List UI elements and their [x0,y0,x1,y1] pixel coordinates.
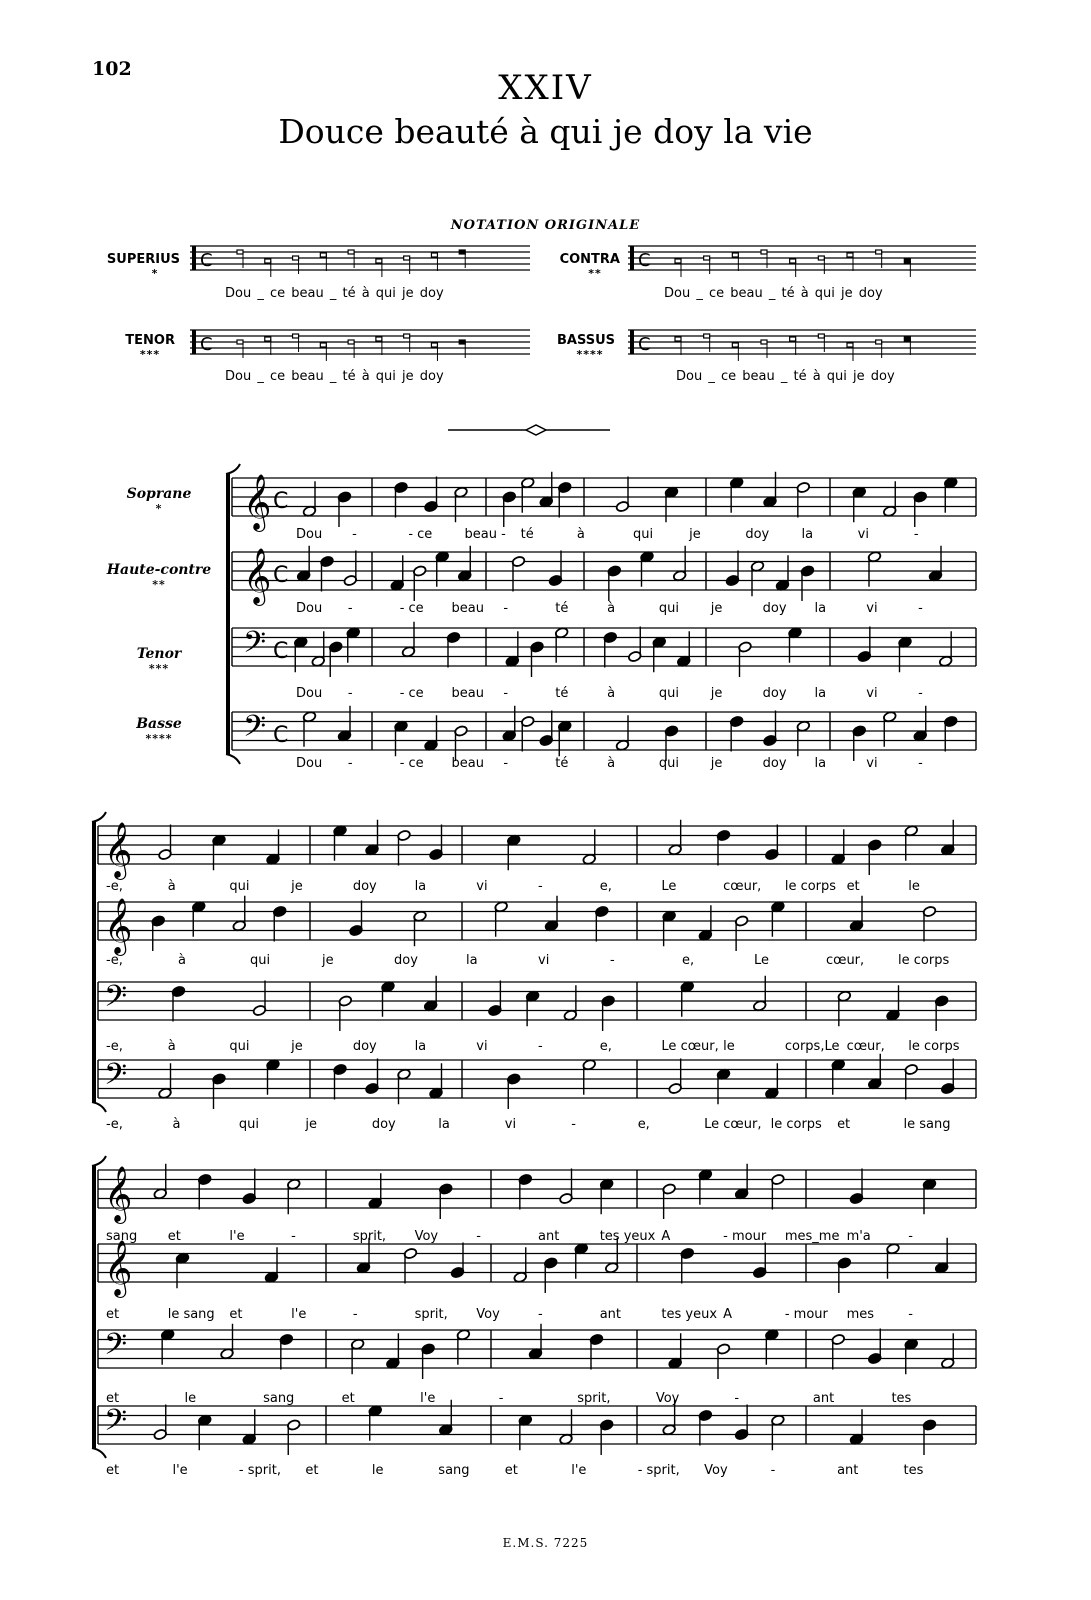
system-3-lyrics-1: Voy [414,1229,439,1244]
original-note [237,340,243,344]
original-note [431,343,437,347]
original-clef-icon [192,246,196,270]
system-2-lyrics-3: doy [352,1039,377,1054]
original-note [704,334,710,338]
system-1-lyrics-4: - [503,756,509,771]
system-2-lyrics-1: le [908,879,920,894]
treble-clef-icon: 𝄞 [104,1166,133,1222]
system-3-lyrics-4: - [770,1463,776,1478]
system-1-lyrics-1: té [520,527,534,542]
system-1-lyrics-4: - [918,756,923,771]
system-1-lyrics-2: à [607,601,616,616]
system-2-lyrics-3: -e, [106,1039,123,1054]
system-2-lyrics-1: qui [229,879,250,894]
system-2-lyrics-4: la [438,1117,450,1132]
modern-voice-label-tenor: Tenor *** [136,646,182,675]
system-2-lyrics-1: à [167,879,176,894]
system-1-lyrics-4: beau [451,756,485,771]
mensuration-sign-icon: C [638,334,651,355]
system-3-lyrics-3: ant [812,1391,835,1406]
system-2-lyrics-2: qui [250,953,271,968]
system-1-lyrics-4: - ce [399,756,424,771]
system-2-lyrics-3: la [414,1039,427,1054]
system-1-lyrics-4: - [347,756,353,771]
system-3-lyrics-2: - [908,1307,913,1322]
modern-voice-label-soprane: Soprane * [126,486,192,515]
original-note [790,259,796,263]
treble-clef-icon: 𝄞 [104,822,133,878]
original-lyrics-superius: Dou _ ce beau _ té à qui je doy [225,286,444,301]
system-bracket [226,754,240,764]
system-2-lyrics-1: cœur, [723,879,762,894]
system-1-lyrics-4: la [814,756,827,771]
system-1-lyrics-2: té [555,601,569,616]
original-note [761,250,767,254]
original-note [320,343,326,347]
original-note [459,340,465,344]
original-note [732,343,738,347]
system-3-lyrics-1: - mour [723,1229,767,1244]
system-3-lyrics-2: sprit, [414,1307,448,1322]
system-2-lyrics-1: vi [476,879,488,894]
system-3-lyrics-2: - mour [784,1307,828,1322]
original-note [675,259,681,263]
system-3-lyrics-2: l'e [291,1307,307,1322]
system-1-lyrics-3: doy [762,686,787,701]
system-1-lyrics-3: qui [658,686,680,701]
system-1-lyrics-1: vi [857,527,869,542]
system-bracket [92,1448,106,1458]
system-3-lyrics-2: - [352,1307,358,1322]
bass-clef-icon: 𝄢 [104,980,128,1021]
system-1-lyrics-4: doy [762,756,787,771]
original-note [320,253,326,257]
system-3-lyrics-1: tes yeux [599,1229,656,1244]
system-3-lyrics-1: mes_me [784,1229,840,1244]
system-1-lyrics-1: la [801,527,814,542]
original-note [293,256,299,260]
mensuration-sign-icon: C [200,334,213,355]
system-2-lyrics-4: le sang [903,1117,951,1132]
system-2-lyrics-4: je [305,1117,318,1132]
original-note [847,343,853,347]
system-3-lyrics-1: et [167,1229,181,1244]
system-3-lyrics-2: ant [599,1307,622,1322]
system-2-lyrics-3: cœur, [846,1039,885,1054]
original-lyrics-contra: Dou _ ce beau _ té à qui je doy [664,286,883,301]
bass-clef-icon: 𝄢 [104,1058,128,1099]
system-1-lyrics-3: la [814,686,827,701]
original-note [790,337,796,341]
system-2-lyrics-2: à [178,953,186,968]
system-3-lyrics-1: A [661,1229,671,1244]
system-2-lyrics-4: qui [238,1117,260,1132]
system-3-lyrics-4: l'e [571,1463,587,1478]
original-note [431,253,437,257]
system-1-lyrics-2: - [918,601,923,616]
system-3-lyrics-1: - [908,1229,913,1244]
system-1-lyrics-3: - ce [399,686,424,701]
system-2-lyrics-3: - [538,1039,543,1054]
system-bracket [92,812,106,822]
system-2-lyrics-4: -e, [106,1117,123,1132]
system-2-lyrics-1: la [414,879,427,894]
system-2-lyrics-3: e, [599,1039,612,1054]
system-2-lyrics-3: le corps [908,1039,960,1054]
system-3-lyrics-3: et [341,1391,355,1406]
system-2-lyrics-4: et [837,1117,851,1132]
system-2-lyrics-2: je [322,953,334,968]
system-1-lyrics-1: à [576,527,585,542]
system-2-lyrics-4: e, [637,1117,650,1132]
original-voice-label-tenor: TENOR *** [125,333,175,361]
system-1-lyrics-1: - [352,527,357,542]
common-time-icon: C [273,489,289,514]
system-2-lyrics-3: je [291,1039,303,1054]
system-1-lyrics-2: - [503,601,509,616]
system-1-lyrics-1: - [913,527,919,542]
modern-voice-label-haute-contre: Haute-contre ** [106,562,212,591]
system-3-lyrics-1: sang [106,1229,138,1244]
bass-clef-icon: 𝄢 [243,626,267,667]
system-2-lyrics-4: - [571,1117,576,1132]
system-3-lyrics-2: et [229,1307,243,1322]
system-2-lyrics-2: le corps [898,953,950,968]
original-note [404,256,410,260]
original-note [459,250,465,254]
treble-clef-icon: 𝄞 [104,898,133,954]
system-2-lyrics-1: je [291,879,303,894]
system-1-lyrics-4: je [710,756,723,771]
system-1-lyrics-3: vi [866,686,878,701]
system-3-lyrics-2: tes yeux [661,1307,718,1322]
system-3-lyrics-3: - [498,1391,504,1406]
system-3-lyrics-4: le [371,1463,384,1478]
system-1-lyrics-4: vi [866,756,878,771]
system-2-lyrics-2: cœur, [826,953,865,968]
piece-number: XXIV [498,68,593,108]
original-note [348,250,354,254]
common-time-icon: C [273,723,289,748]
system-3-lyrics-1: sprit, [352,1229,387,1244]
system-2-lyrics-2: e, [682,953,695,968]
system-3-lyrics-1: m'a [846,1229,871,1244]
system-3-lyrics-1: - [291,1229,296,1244]
system-1-lyrics-2: - [347,601,353,616]
system-2-lyrics-3: à [167,1039,176,1054]
system-1-lyrics-1: qui [633,527,654,542]
system-2-lyrics-1: Le [661,879,677,894]
system-3-lyrics-3: tes [891,1391,912,1406]
system-2-lyrics-3: vi [476,1039,488,1054]
original-note [761,340,767,344]
bass-clef-icon: 𝄢 [104,1404,128,1445]
system-1-lyrics-4: à [607,756,616,771]
original-note [675,337,681,341]
piece-title: Douce beauté à qui je doy la vie [278,112,813,151]
system-3-lyrics-1: l'e [229,1229,245,1244]
page-number: 102 [92,58,132,80]
original-clef-icon [630,330,634,354]
system-1-lyrics-2: doy [762,601,787,616]
system-3-lyrics-3: l'e [420,1391,436,1406]
original-note [265,337,271,341]
original-note [818,256,824,260]
system-1-lyrics-3: - [347,686,353,701]
system-3-lyrics-4: et [305,1463,319,1478]
system-3-lyrics-4: - sprit, [637,1463,680,1478]
system-1-lyrics-2: beau [451,601,485,616]
system-1-lyrics-4: qui [658,756,680,771]
original-note [348,340,354,344]
system-2-lyrics-3: Le cœur, [661,1039,719,1054]
system-1-lyrics-1: doy [745,527,770,542]
system-1-lyrics-2: qui [658,601,680,616]
bass-clef-icon: 𝄢 [243,710,267,751]
system-1-lyrics-4: té [555,756,569,771]
original-note [904,259,910,263]
treble-clef-icon: 𝄞 [243,548,272,604]
system-1-lyrics-3: Dou [296,686,323,701]
system-3-lyrics-1: - [476,1229,481,1244]
system-2-lyrics-1: -e, [106,879,123,894]
system-1-lyrics-2: je [710,601,723,616]
original-note [904,337,910,341]
common-time-icon: C [273,639,289,664]
system-3-lyrics-2: et [106,1307,120,1322]
system-3-lyrics-3: sprit, [577,1391,611,1406]
system-3-lyrics-2: A [723,1307,733,1322]
system-1-lyrics-3: à [607,686,616,701]
system-3-lyrics-2: - [538,1307,543,1322]
system-3-lyrics-4: ant [837,1463,859,1478]
original-lyrics-tenor: Dou _ ce beau _ té à qui je doy [225,369,444,384]
system-3-lyrics-4: l'e [172,1463,188,1478]
publisher-footer: E.M.S. 7225 [502,1536,589,1550]
system-3-lyrics-1: ant [538,1229,560,1244]
system-3-lyrics-2: le sang [167,1307,215,1322]
original-lyrics-bassus: Dou _ ce beau _ té à qui je doy [676,369,895,384]
system-1-lyrics-3: - [918,686,923,701]
original-clef-icon [630,246,634,270]
system-3-lyrics-3: sang [263,1391,295,1406]
original-voice-label-bassus: BASSUS **** [556,333,615,361]
system-3-lyrics-4: et [504,1463,518,1478]
original-note [818,334,824,338]
system-1-lyrics-4: Dou [296,756,323,771]
system-bracket [92,1102,106,1112]
original-note [404,334,410,338]
original-note [732,253,738,257]
original-note [847,253,853,257]
system-3-lyrics-2: Voy [476,1307,500,1322]
system-3-lyrics-4: sang [438,1463,470,1478]
system-2-lyrics-2: la [466,953,478,968]
system-2-lyrics-4: Le cœur, [704,1117,762,1132]
system-2-lyrics-4: le corps [770,1117,822,1132]
bass-clef-icon: 𝄢 [104,1328,128,1369]
treble-clef-icon: 𝄞 [104,1240,133,1296]
separator-diamond-icon [526,425,546,435]
common-time-icon: C [273,563,289,588]
system-1-lyrics-2: vi [866,601,878,616]
system-2-lyrics-1: doy [352,879,377,894]
treble-clef-icon: 𝄞 [243,474,272,530]
system-2-lyrics-1: - [538,879,543,894]
system-3-lyrics-3: - [734,1391,740,1406]
system-2-lyrics-3: qui [229,1039,250,1054]
system-3-lyrics-4: et [106,1463,120,1478]
system-2-lyrics-2: -e, [106,953,123,968]
system-1-lyrics-1: - ce [408,527,433,542]
mensuration-sign-icon: C [200,250,213,271]
system-2-lyrics-2: Le [754,953,770,968]
original-voice-label-contra: CONTRA ** [559,252,620,280]
notation-heading: NOTATION ORIGINALE [450,218,641,233]
system-1-lyrics-3: - [503,686,509,701]
system-1-lyrics-2: Dou [296,601,323,616]
mensuration-sign-icon: C [638,250,651,271]
system-1-lyrics-2: - ce [399,601,424,616]
original-note [376,259,382,263]
system-bracket [226,464,240,474]
system-1-lyrics-3: beau [451,686,485,701]
modern-voice-label-basse: Basse **** [136,716,182,745]
system-2-lyrics-1: et [846,879,860,894]
system-2-lyrics-3: le [723,1039,735,1054]
system-2-lyrics-2: - [610,953,615,968]
original-voice-label-superius: SUPERIUS * [106,252,180,280]
system-1-lyrics-3: je [710,686,723,701]
system-3-lyrics-4: Voy [704,1463,728,1478]
original-note [237,250,243,254]
system-1-lyrics-1: je [689,527,701,542]
original-note [265,259,271,263]
original-note [876,250,882,254]
system-1-lyrics-2: la [814,601,827,616]
original-note [704,256,710,260]
system-2-lyrics-4: à [172,1117,181,1132]
system-2-lyrics-1: le corps [784,879,837,894]
original-note [376,337,382,341]
system-3-lyrics-2: mes [846,1307,875,1322]
system-2-lyrics-3: corps,Le [784,1039,840,1054]
system-2-lyrics-2: vi [538,953,550,968]
system-2-lyrics-4: doy [371,1117,396,1132]
system-bracket [92,1156,106,1166]
system-1-lyrics-3: té [555,686,569,701]
system-1-lyrics-1: Dou [296,527,323,542]
system-2-lyrics-4: vi [504,1117,517,1132]
system-3-lyrics-3: le [184,1391,197,1406]
original-clef-icon [192,330,196,354]
system-1-lyrics-1: beau - [464,527,506,542]
system-2-lyrics-1: e, [599,879,612,894]
system-3-lyrics-4: - sprit, [238,1463,281,1478]
system-3-lyrics-3: et [106,1391,120,1406]
original-note [876,340,882,344]
system-3-lyrics-4: tes [903,1463,924,1478]
original-note [293,334,299,338]
system-3-lyrics-3: Voy [655,1391,680,1406]
system-2-lyrics-2: doy [394,953,418,968]
